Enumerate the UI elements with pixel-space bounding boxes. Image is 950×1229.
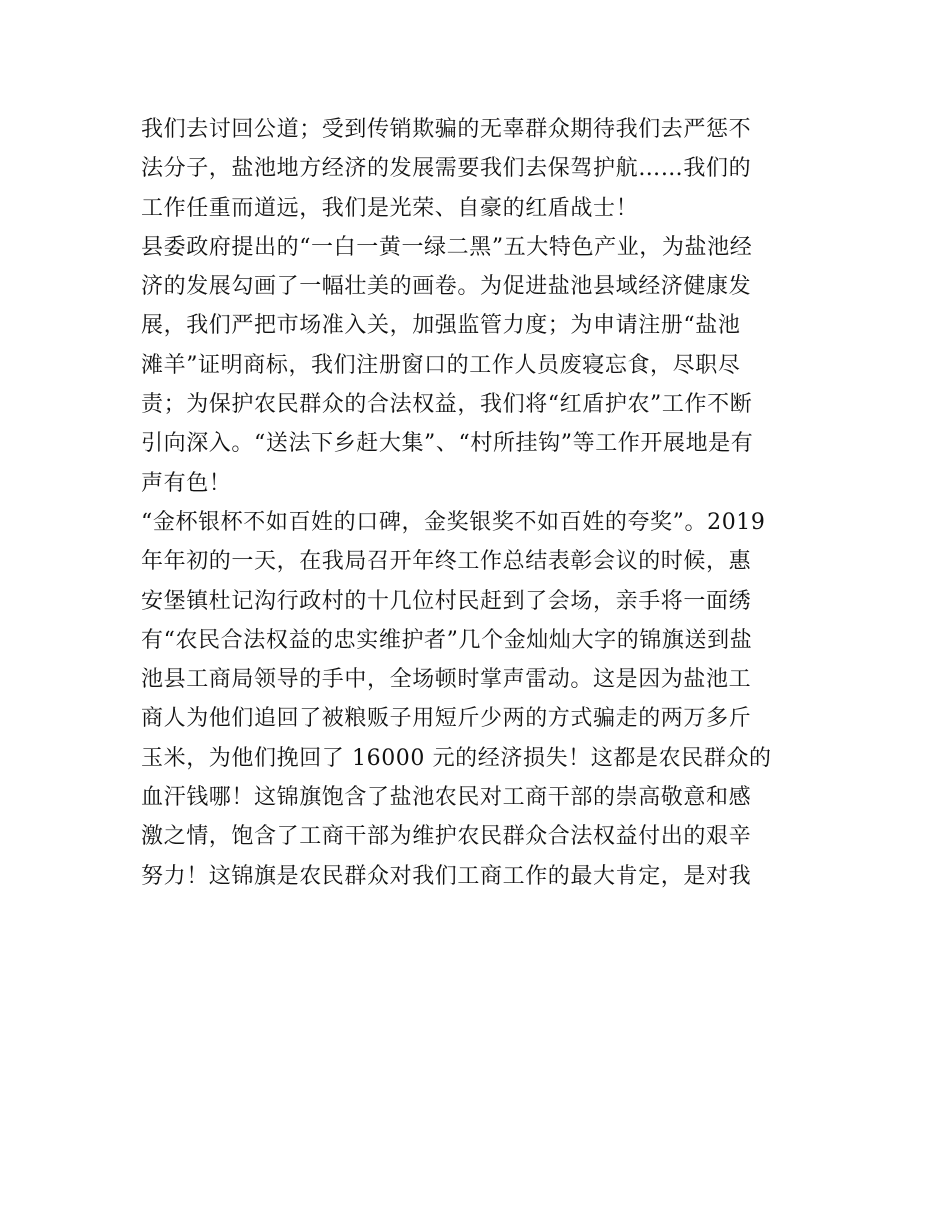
text-line: 激之情，饱含了工商干部为维护农民群众合法权益付出的艰辛 [141, 824, 752, 850]
text-line: “金杯银杯不如百姓的口碑，金奖银奖不如百姓的夸奖”。2019 [141, 509, 766, 535]
text-line: 县委政府提出的“一白一黄一绿二黑”五大特色产业，为盐池经 [141, 234, 753, 260]
text-line: 我们去讨回公道；受到传销欺骗的无辜群众期待我们去严惩不 [141, 117, 752, 142]
text-line: 责；为保护农民群众的合法权益，我们将“红盾护农”工作不断 [141, 392, 753, 418]
text-line: 商人为他们追回了被粮贩子用短斤少两的方式骗走的两万多斤 [141, 706, 752, 732]
text-line: 法分子，盐池地方经济的发展需要我们去保驾护航……我们的 [141, 156, 752, 182]
text-line: 年年初的一天，在我局召开年终工作总结表彰会议的时候，惠 [141, 549, 752, 575]
text-line: 济的发展勾画了一幅壮美的画卷。为促进盐池县域经济健康发 [141, 274, 752, 300]
text-line: 声有色！ [141, 470, 232, 496]
text-line: 滩羊”证明商标，我们注册窗口的工作人员废寝忘食，尽职尽 [141, 352, 741, 378]
document-body [141, 110, 821, 896]
text-line: 工作任重而道远，我们是光荣、自豪的红盾战士！ [141, 195, 639, 221]
text-line: 有“农民合法权益的忠实维护者”几个金灿灿大字的锦旗送到盐 [141, 627, 753, 653]
text-line: 池县工商局领导的手中，全场顿时掌声雷动。这是因为盐池工 [141, 667, 752, 693]
text-line: 安堡镇杜记沟行政村的十几位村民赶到了会场，亲手将一面绣 [141, 588, 752, 614]
text-line: 努力！这锦旗是农民群众对我们工商工作的最大肯定，是对我 [141, 863, 752, 889]
text-line: 展，我们严把市场准入关，加强监管力度；为申请注册“盐池 [141, 313, 741, 339]
text-line: 血汗钱哪！这锦旗饱含了盐池农民对工商干部的崇高敬意和感 [141, 785, 752, 811]
text-line: 玉米，为他们挽回了 16000 元的经济损失！这都是农民群众的 [141, 745, 772, 771]
text-line: 引向深入。“送法下乡赶大集”、“村所挂钩”等工作开展地是有 [141, 431, 754, 457]
